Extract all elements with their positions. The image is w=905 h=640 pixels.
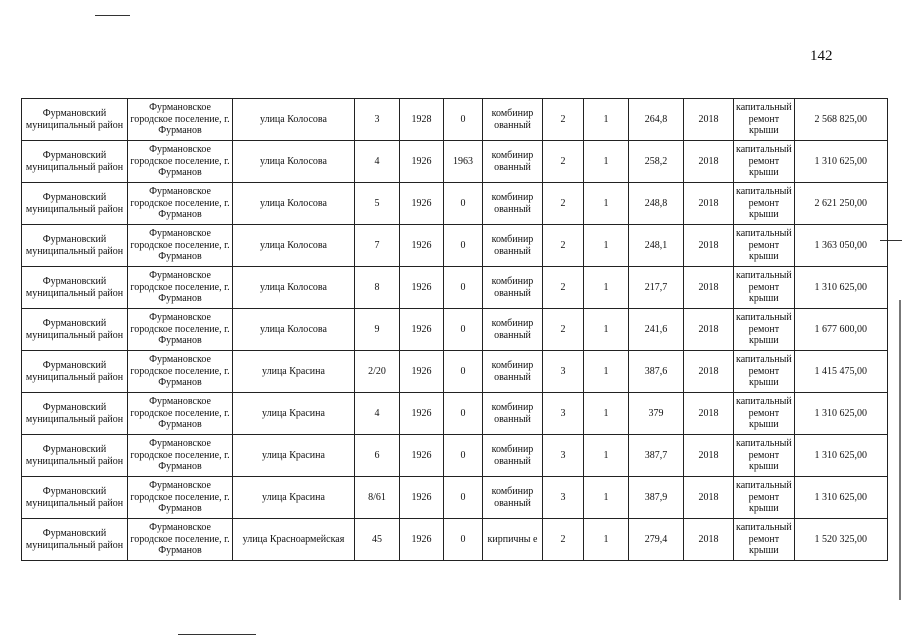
cell-material: комбинир ованный [483, 351, 543, 393]
cell-street: улица Колосова [233, 225, 355, 267]
cell-house: 9 [355, 309, 400, 351]
cell-area: 217,7 [629, 267, 684, 309]
cell-floors: 3 [543, 435, 584, 477]
cell-work: капитальный ремонт крыши [734, 141, 795, 183]
cell-settlement: Фурмановское городское поселение, г. Фурманов [128, 183, 233, 225]
cell-work: капитальный ремонт крыши [734, 225, 795, 267]
cell-district: Фурмановский муниципальный район [22, 519, 128, 561]
cell-district: Фурмановский муниципальный район [22, 99, 128, 141]
cell-street: улица Красина [233, 351, 355, 393]
repair-table [21, 98, 888, 561]
cell-street: улица Колосова [233, 183, 355, 225]
cell-entrances: 1 [584, 477, 629, 519]
cell-plan-year: 2018 [684, 99, 734, 141]
cell-house: 8 [355, 267, 400, 309]
cell-floors: 3 [543, 393, 584, 435]
cell-year-repair: 1963 [444, 141, 483, 183]
cell-district: Фурмановский муниципальный район [22, 141, 128, 183]
cell-area: 258,2 [629, 141, 684, 183]
cell-house: 8/61 [355, 477, 400, 519]
cell-floors: 2 [543, 225, 584, 267]
cell-work: капитальный ремонт крыши [734, 267, 795, 309]
cell-material: комбинир ованный [483, 225, 543, 267]
cell-area: 379 [629, 393, 684, 435]
cell-settlement: Фурмановское городское поселение, г. Фурманов [128, 351, 233, 393]
cell-work: капитальный ремонт крыши [734, 519, 795, 561]
cell-entrances: 1 [584, 225, 629, 267]
cell-floors: 3 [543, 477, 584, 519]
cell-work: капитальный ремонт крыши [734, 309, 795, 351]
cell-district: Фурмановский муниципальный район [22, 477, 128, 519]
cell-floors: 2 [543, 519, 584, 561]
cell-settlement: Фурмановское городское поселение, г. Фурманов [128, 393, 233, 435]
table-row [22, 183, 888, 225]
cell-plan-year: 2018 [684, 267, 734, 309]
table-row [22, 225, 888, 267]
cell-work: капитальный ремонт крыши [734, 435, 795, 477]
cell-area: 248,8 [629, 183, 684, 225]
cell-floors: 2 [543, 309, 584, 351]
cell-year-repair: 0 [444, 99, 483, 141]
cell-entrances: 1 [584, 351, 629, 393]
cell-material: кирпичны е [483, 519, 543, 561]
cell-settlement: Фурмановское городское поселение, г. Фурманов [128, 435, 233, 477]
cell-district: Фурмановский муниципальный район [22, 267, 128, 309]
cell-cost: 1 363 050,00 [794, 225, 887, 267]
cell-material: комбинир ованный [483, 99, 543, 141]
cell-settlement: Фурмановское городское поселение, г. Фурманов [128, 99, 233, 141]
cell-plan-year: 2018 [684, 393, 734, 435]
cell-street: улица Колосова [233, 141, 355, 183]
cell-cost: 2 568 825,00 [794, 99, 887, 141]
cell-district: Фурмановский муниципальный район [22, 183, 128, 225]
cell-year-repair: 0 [444, 435, 483, 477]
cell-plan-year: 2018 [684, 141, 734, 183]
table-row [22, 99, 888, 141]
table-row [22, 435, 888, 477]
cell-area: 279,4 [629, 519, 684, 561]
cell-house: 4 [355, 141, 400, 183]
cell-year-built: 1926 [400, 435, 444, 477]
cell-year-repair: 0 [444, 393, 483, 435]
cell-year-built: 1926 [400, 351, 444, 393]
cell-cost: 1 310 625,00 [794, 393, 887, 435]
cell-plan-year: 2018 [684, 351, 734, 393]
table-row [22, 351, 888, 393]
cell-year-repair: 0 [444, 183, 483, 225]
cell-street: улица Красноармейская [233, 519, 355, 561]
scan-mark [95, 15, 130, 16]
cell-cost: 1 310 625,00 [794, 477, 887, 519]
cell-area: 241,6 [629, 309, 684, 351]
cell-street: улица Красина [233, 435, 355, 477]
cell-year-repair: 0 [444, 225, 483, 267]
cell-material: комбинир ованный [483, 393, 543, 435]
cell-year-repair: 0 [444, 351, 483, 393]
cell-work: капитальный ремонт крыши [734, 183, 795, 225]
cell-plan-year: 2018 [684, 225, 734, 267]
cell-cost: 1 310 625,00 [794, 435, 887, 477]
cell-house: 4 [355, 393, 400, 435]
cell-entrances: 1 [584, 393, 629, 435]
cell-work: капитальный ремонт крыши [734, 351, 795, 393]
scan-edge [899, 300, 901, 600]
cell-settlement: Фурмановское городское поселение, г. Фурманов [128, 519, 233, 561]
cell-street: улица Колосова [233, 99, 355, 141]
cell-cost: 1 520 325,00 [794, 519, 887, 561]
cell-settlement: Фурмановское городское поселение, г. Фурманов [128, 141, 233, 183]
cell-floors: 2 [543, 141, 584, 183]
cell-area: 387,6 [629, 351, 684, 393]
cell-district: Фурмановский муниципальный район [22, 393, 128, 435]
cell-cost: 1 310 625,00 [794, 141, 887, 183]
table-row [22, 309, 888, 351]
cell-area: 387,7 [629, 435, 684, 477]
cell-material: комбинир ованный [483, 477, 543, 519]
cell-plan-year: 2018 [684, 183, 734, 225]
cell-entrances: 1 [584, 267, 629, 309]
cell-entrances: 1 [584, 141, 629, 183]
cell-cost: 1 310 625,00 [794, 267, 887, 309]
table-row [22, 393, 888, 435]
cell-settlement: Фурмановское городское поселение, г. Фурманов [128, 225, 233, 267]
cell-year-built: 1926 [400, 393, 444, 435]
cell-work: капитальный ремонт крыши [734, 477, 795, 519]
cell-year-built: 1926 [400, 519, 444, 561]
cell-house: 45 [355, 519, 400, 561]
cell-area: 248,1 [629, 225, 684, 267]
cell-year-built: 1926 [400, 477, 444, 519]
cell-year-repair: 0 [444, 309, 483, 351]
cell-plan-year: 2018 [684, 519, 734, 561]
cell-material: комбинир ованный [483, 183, 543, 225]
table-row [22, 267, 888, 309]
cell-year-built: 1926 [400, 225, 444, 267]
cell-work: капитальный ремонт крыши [734, 99, 795, 141]
cell-floors: 3 [543, 351, 584, 393]
table-row [22, 141, 888, 183]
table-row [22, 477, 888, 519]
cell-year-repair: 0 [444, 519, 483, 561]
cell-district: Фурмановский муниципальный район [22, 351, 128, 393]
cell-floors: 2 [543, 99, 584, 141]
cell-street: улица Колосова [233, 309, 355, 351]
cell-cost: 1 677 600,00 [794, 309, 887, 351]
cell-street: улица Красина [233, 393, 355, 435]
cell-entrances: 1 [584, 183, 629, 225]
scan-mark [178, 634, 256, 635]
cell-year-built: 1928 [400, 99, 444, 141]
cell-plan-year: 2018 [684, 435, 734, 477]
cell-year-repair: 0 [444, 477, 483, 519]
cell-material: комбинир ованный [483, 267, 543, 309]
cell-district: Фурмановский муниципальный район [22, 225, 128, 267]
cell-plan-year: 2018 [684, 309, 734, 351]
table-row [22, 519, 888, 561]
cell-district: Фурмановский муниципальный район [22, 309, 128, 351]
cell-cost: 2 621 250,00 [794, 183, 887, 225]
cell-settlement: Фурмановское городское поселение, г. Фурманов [128, 477, 233, 519]
cell-area: 387,9 [629, 477, 684, 519]
cell-settlement: Фурмановское городское поселение, г. Фурманов [128, 309, 233, 351]
cell-entrances: 1 [584, 435, 629, 477]
cell-settlement: Фурмановское городское поселение, г. Фурманов [128, 267, 233, 309]
cell-year-repair: 0 [444, 267, 483, 309]
cell-house: 5 [355, 183, 400, 225]
cell-district: Фурмановский муниципальный район [22, 435, 128, 477]
cell-year-built: 1926 [400, 141, 444, 183]
cell-year-built: 1926 [400, 183, 444, 225]
cell-entrances: 1 [584, 99, 629, 141]
cell-year-built: 1926 [400, 309, 444, 351]
cell-floors: 2 [543, 183, 584, 225]
cell-area: 264,8 [629, 99, 684, 141]
cell-house: 7 [355, 225, 400, 267]
cell-material: комбинир ованный [483, 309, 543, 351]
cell-material: комбинир ованный [483, 141, 543, 183]
cell-house: 6 [355, 435, 400, 477]
cell-plan-year: 2018 [684, 477, 734, 519]
cell-material: комбинир ованный [483, 435, 543, 477]
cell-street: улица Колосова [233, 267, 355, 309]
cell-work: капитальный ремонт крыши [734, 393, 795, 435]
cell-street: улица Красина [233, 477, 355, 519]
cell-entrances: 1 [584, 309, 629, 351]
page-number: 142 [810, 48, 833, 64]
cell-house: 2/20 [355, 351, 400, 393]
cell-year-built: 1926 [400, 267, 444, 309]
cell-floors: 2 [543, 267, 584, 309]
cell-cost: 1 415 475,00 [794, 351, 887, 393]
cell-entrances: 1 [584, 519, 629, 561]
cell-house: 3 [355, 99, 400, 141]
